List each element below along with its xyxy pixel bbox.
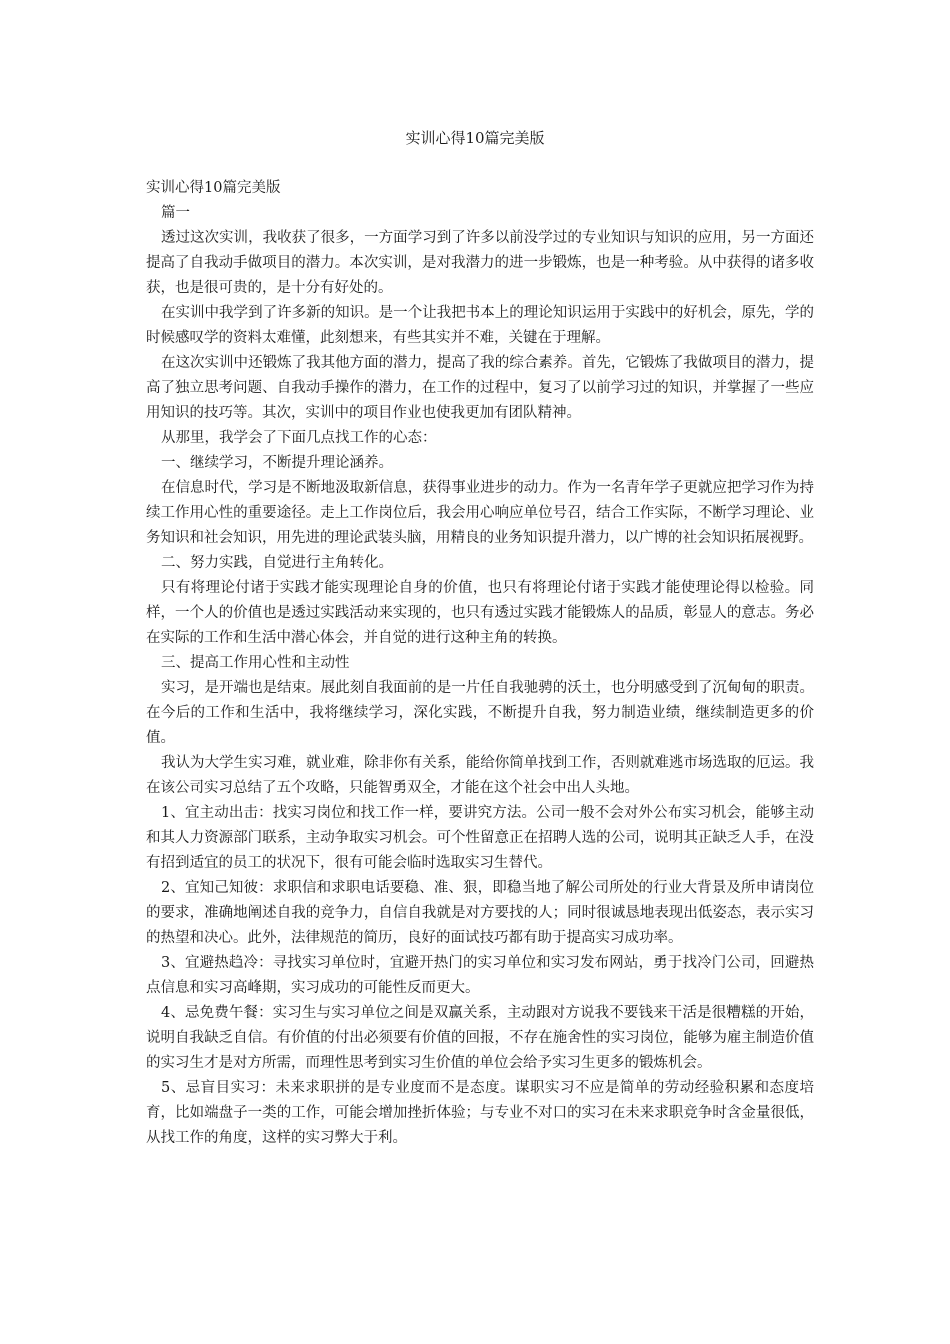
paragraph: 只有将理论付诸于实践才能实现理论自身的价值，也只有将理论付诸于实践才能使理论得以检验。同样，一个人的价值也是透过实践活动来实现的，也只有透过实践才能锻炼人的品质，彰显人的意志。务必在实际的工作和生活中潜心体会，并自觉的进行这种主角的转换。 xyxy=(146,580,814,646)
list-item: 1、宜主动出击：找实习岗位和找工作一样，要讲究方法。公司一般不会对外公布实习机会，能够主动和其人力资源部门联系，主动争取实习机会。可个性留意正在招聘人选的公司，说明其正缺乏人手，在没有招到适宜的员工的状况下，很有可能会临时选取实习生替代。 xyxy=(146,805,814,871)
paragraph: 在信息时代，学习是不断地汲取新信息，获得事业进步的动力。作为一名青年学子更就应把学习作为持续工作用心性的重要途径。走上工作岗位后，我会用心响应单位号召，结合工作实际，不断学习理论、业务知识和社会知识，用先进的理论武装头脑，用精良的业务知识提升潜力，以广博的社会知识拓展视野。 xyxy=(146,480,814,546)
list-item: 5、忌盲目实习：未来求职拼的是专业度而不是态度。谋职实习不应是简单的劳动经验积累和态度培育，比如端盘子一类的工作，可能会增加挫折体验；与专业不对口的实习在未来求职竞争时含金量很低，从找工作的角度，这样的实习弊大于利。 xyxy=(146,1080,814,1146)
section-heading: 二、努力实践，自觉进行主角转化。 xyxy=(161,555,393,571)
paragraph: 从那里，我学会了下面几点找工作的心态： xyxy=(161,430,437,446)
list-item: 2、宜知己知彼：求职信和求职电话要稳、准、狠，即稳当地了解公司所处的行业大背景及所申请岗位的要求，准确地阐述自我的竞争力，自信自我就是对方要找的人；同时很诚恳地表现出低姿态，表示实习的热望和决心。此外，法律规范的简历，良好的面试技巧都有助于提高实习成功率。 xyxy=(146,880,814,946)
document-body xyxy=(146,176,814,1151)
paragraph: 在这次实训中还锻炼了我其他方面的潜力，提高了我的综合素养。首先，它锻炼了我做项目的潜力，提高了独立思考问题、自我动手操作的潜力，在工作的过程中，复习了以前学习过的知识，并掌握了一些应用知识的技巧等。其次，实训中的项目作业也使我更加有团队精神。 xyxy=(146,355,814,421)
list-item: 3、宜避热趋冷：寻找实习单位时，宜避开热门的实习单位和实习发布网站，勇于找冷门公司，回避热点信息和实习高峰期，实习成功的可能性反而更大。 xyxy=(146,955,814,996)
section-label: 篇一 xyxy=(161,205,190,221)
paragraph: 实习，是开端也是结束。展此刻自我面前的是一片任自我驰骋的沃土，也分明感受到了沉甸甸的职责。在今后的工作和生活中，我将继续学习，深化实践，不断提升自我，努力制造业绩，继续制造更多的价值。 xyxy=(146,680,814,746)
paragraph: 透过这次实训，我收获了很多，一方面学习到了许多以前没学过的专业知识与知识的应用，另一方面还提高了自我动手做项目的潜力。本次实训，是对我潜力的进一步锻炼，也是一种考验。从中获得的诸多收获，也是很可贵的，是十分有好处的。 xyxy=(146,230,814,296)
paragraph: 在实训中我学到了许多新的知识。是一个让我把书本上的理论知识运用于实践中的好机会，原先，学的时候感叹学的资料太难懂，此刻想来，有些其实并不难，关键在于理解。 xyxy=(146,305,814,346)
page-title: 实训心得10篇完美版 xyxy=(405,129,545,147)
list-item: 4、忌免费午餐：实习生与实习单位之间是双赢关系，主动跟对方说我不要钱来干活是很糟糕的开始，说明自我缺乏自信。有价值的付出必须要有价值的回报，不存在施舍性的实习岗位，能够为雇主制造价值的实习生才是对方所需，而理性思考到实习生价值的单位会给予实习生更多的锻炼机会。 xyxy=(146,1005,814,1071)
section-heading: 一、继续学习，不断提升理论涵养。 xyxy=(161,455,393,471)
document-subtitle: 实训心得10篇完美版 xyxy=(146,180,281,196)
section-heading: 三、提高工作用心性和主动性 xyxy=(161,655,350,671)
paragraph: 我认为大学生实习难，就业难，除非你有关系，能给你简单找到工作，否则就难逃市场选取的厄运。我在该公司实习总结了五个攻略，只能智勇双全，才能在这个社会中出人头地。 xyxy=(146,755,814,796)
